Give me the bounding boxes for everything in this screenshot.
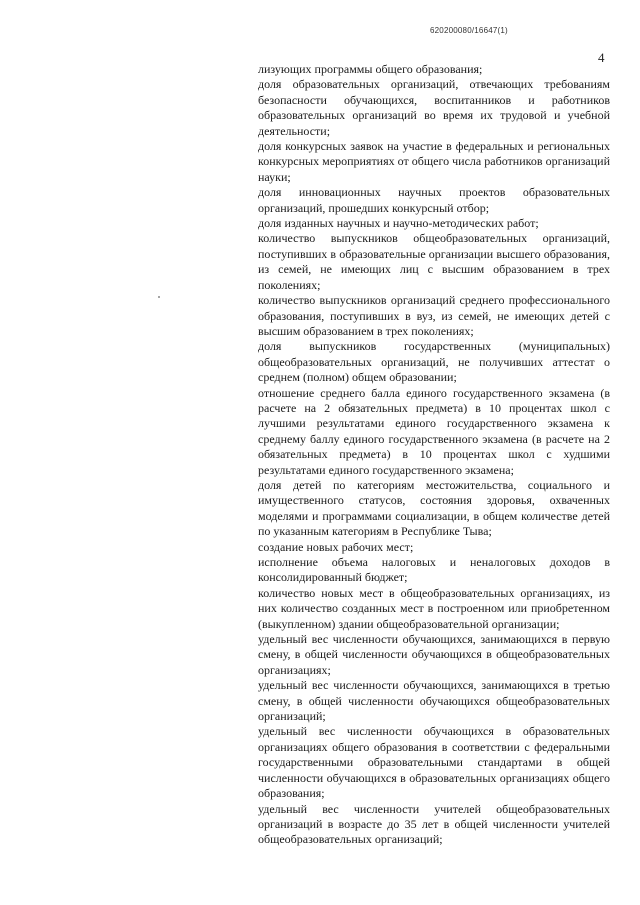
paragraph: удельный вес численности обучающихся в образовательных организациях общего образования в соответствии с федеральными государственными образовательными стандартами в общей численности обучающихся в образовательных организациях общего образования; xyxy=(258,724,610,801)
paragraph: доля конкурсных заявок на участие в федеральных и региональных конкурсных мероприятиях от общего числа работников организаций науки; xyxy=(258,139,610,184)
paragraph: доля выпускников государственных (муниципальных) общеобразовательных организаций, не получивших аттестат о среднем (полном) общем образовании; xyxy=(258,339,610,385)
document-id: 620200080/16647(1) xyxy=(430,26,508,35)
scan-artifact xyxy=(158,296,160,298)
paragraph: удельный вес численности обучающихся, занимающихся в первую смену, в общей численности обучающихся в общеобразовательных организациях; xyxy=(258,632,610,677)
paragraph: лизующих программы общего образования; xyxy=(258,62,483,76)
paragraph: удельный вес численности учителей общеобразовательных организаций в возрасте до 35 лет в общей численности учителей общеобразовательных организаций; xyxy=(258,801,610,847)
paragraph: доля детей по категориям местожительства, социального и имущественного статусов, состояния здоровья, охваченных моделями и программами социализации, в общем количестве детей по указанным категориям в Республике Тыва; xyxy=(258,477,610,539)
paragraph: исполнение объема налоговых и неналоговых доходов в консолидированный бюджет; xyxy=(258,555,610,585)
paragraph: отношение среднего балла единого государственного экзамена (в расчете на 2 обязательных предмета) в 10 процентах школ с лучшими результатами единого государственного экзамена к среднему баллу единого государственного экзамена (в расчете на 2 обязательных предмета) в 10 процентах школ с худшими результатами единого государственного экзамена; xyxy=(258,385,610,477)
page-number: 4 xyxy=(598,50,605,65)
paragraph: доля инновационных научных проектов образовательных организаций, прошедших конкурсный отбор; xyxy=(258,185,610,215)
paragraph: количество выпускников общеобразовательных организаций, поступивших в образовательные организации высшего образования, из семей, не имеющих лиц с высшим образованием в трех поколениях; xyxy=(258,231,610,292)
paragraph: количество новых мест в общеобразовательных организациях, из них количество созданных мест в построенном или приобретенном (выкупленном) здании общеобразовательной организации; xyxy=(258,585,610,631)
paragraph: количество выпускников организаций среднего профессионального образования, поступивших в вуз, из семей, не имеющих детей с высшим образованием в трех поколениях; xyxy=(258,293,610,338)
paragraph: доля изданных научных и научно-методических работ; xyxy=(258,216,539,231)
document-body xyxy=(258,62,610,848)
paragraph: удельный вес численности обучающихся, занимающихся в третью смену, в общей численности обучающихся общеобразовательных организаций; xyxy=(258,678,610,724)
paragraph: создание новых рабочих мест; xyxy=(258,539,414,554)
paragraph: доля образовательных организаций, отвечающих требованиям безопасности обучающихся, воспитанников и работников образовательных организаций во время их трудовой и учебной деятельности; xyxy=(258,77,610,138)
